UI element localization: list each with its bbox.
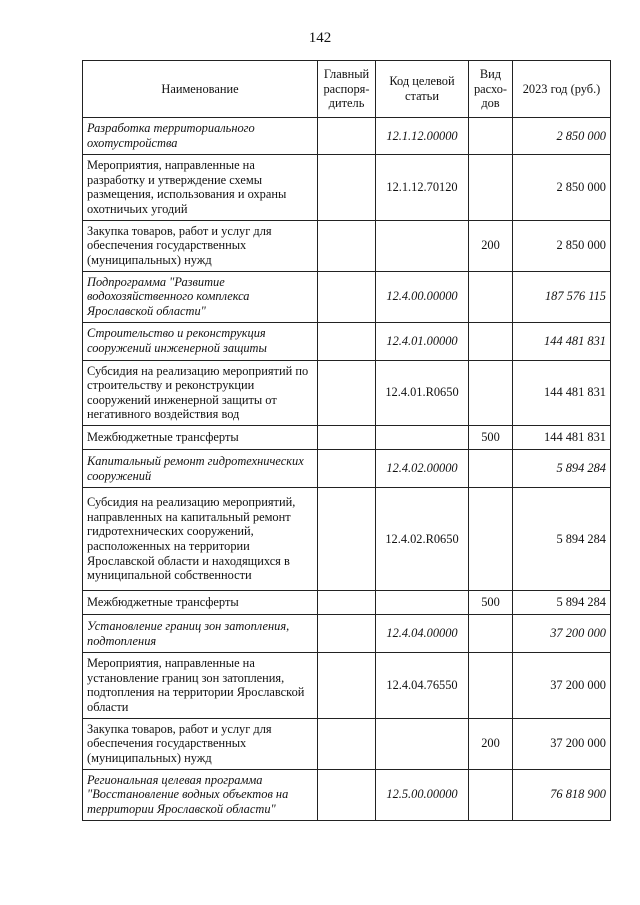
cell-name: Установление границ зон затопления, подтопления xyxy=(83,615,318,653)
cell-code: 12.4.02.R0650 xyxy=(376,488,469,591)
cell-amount: 5 894 284 xyxy=(513,591,611,615)
cell-type xyxy=(469,488,513,591)
cell-name: Мероприятия, направленные на разработку и утверждение схемы размещения, использования и охраны охотничьих угодий xyxy=(83,155,318,221)
table-row xyxy=(83,718,611,769)
cell-amount: 37 200 000 xyxy=(513,653,611,719)
table-row xyxy=(83,615,611,653)
cell-name: Подпрограмма "Развитие водохозяйственного комплекса Ярославской области" xyxy=(83,271,318,322)
table-row xyxy=(83,155,611,221)
header-type: Вид расхо-дов xyxy=(469,61,513,118)
cell-admin xyxy=(318,155,376,221)
cell-name: Закупка товаров, работ и услуг для обеспечения государственных (муниципальных) нужд xyxy=(83,220,318,271)
cell-name: Субсидия на реализацию мероприятий по строительству и реконструкции сооружений инженерной защиты от негативного воздействия вод xyxy=(83,360,318,426)
table-row xyxy=(83,322,611,360)
cell-code xyxy=(376,426,469,450)
cell-code xyxy=(376,220,469,271)
cell-name: Капитальный ремонт гидротехнических сооружений xyxy=(83,450,318,488)
cell-amount: 187 576 115 xyxy=(513,271,611,322)
cell-code: 12.4.01.00000 xyxy=(376,322,469,360)
cell-name: Субсидия на реализацию мероприятий, направленных на капитальный ремонт гидротехнических сооружений, расположенных на территории Ярославской области и находящихся в муниципальной собственности xyxy=(83,488,318,591)
cell-amount: 37 200 000 xyxy=(513,615,611,653)
cell-code: 12.4.00.00000 xyxy=(376,271,469,322)
cell-type xyxy=(469,360,513,426)
cell-code: 12.4.01.R0650 xyxy=(376,360,469,426)
cell-admin xyxy=(318,271,376,322)
table-row xyxy=(83,220,611,271)
cell-name: Межбюджетные трансферты xyxy=(83,426,318,450)
cell-admin xyxy=(318,488,376,591)
cell-code: 12.1.12.70120 xyxy=(376,155,469,221)
cell-type xyxy=(469,155,513,221)
cell-name: Межбюджетные трансферты xyxy=(83,591,318,615)
page-number: 142 xyxy=(308,30,332,46)
cell-name: Региональная целевая программа "Восстановление водных объектов на территории Ярославской области" xyxy=(83,769,318,820)
cell-code: 12.5.00.00000 xyxy=(376,769,469,820)
cell-admin xyxy=(318,718,376,769)
table-row xyxy=(83,118,611,155)
header-code: Код целевой статьи xyxy=(376,61,469,118)
cell-code: 12.4.04.00000 xyxy=(376,615,469,653)
cell-type xyxy=(469,653,513,719)
cell-admin xyxy=(318,360,376,426)
cell-type: 500 xyxy=(469,426,513,450)
cell-type xyxy=(469,450,513,488)
cell-name: Строительство и реконструкция сооружений инженерной защиты xyxy=(83,322,318,360)
cell-code xyxy=(376,591,469,615)
cell-code: 12.1.12.00000 xyxy=(376,118,469,155)
cell-type xyxy=(469,322,513,360)
table-row xyxy=(83,769,611,820)
table-row xyxy=(83,450,611,488)
cell-type: 200 xyxy=(469,718,513,769)
cell-amount: 144 481 831 xyxy=(513,322,611,360)
cell-amount: 5 894 284 xyxy=(513,450,611,488)
cell-admin xyxy=(318,769,376,820)
cell-type xyxy=(469,769,513,820)
cell-code: 12.4.04.76550 xyxy=(376,653,469,719)
cell-amount: 76 818 900 xyxy=(513,769,611,820)
cell-code: 12.4.02.00000 xyxy=(376,450,469,488)
cell-type: 200 xyxy=(469,220,513,271)
cell-admin xyxy=(318,118,376,155)
cell-amount: 37 200 000 xyxy=(513,718,611,769)
cell-admin xyxy=(318,591,376,615)
cell-amount: 2 850 000 xyxy=(513,118,611,155)
table-header-row xyxy=(83,61,611,118)
cell-admin xyxy=(318,615,376,653)
cell-type xyxy=(469,615,513,653)
cell-admin xyxy=(318,450,376,488)
table-row xyxy=(83,271,611,322)
cell-amount: 2 850 000 xyxy=(513,155,611,221)
cell-code xyxy=(376,718,469,769)
cell-name: Мероприятия, направленные на установление границ зон затопления, подтопления на территории Ярославской области xyxy=(83,653,318,719)
cell-type xyxy=(469,118,513,155)
header-admin: Главный распоря-дитель xyxy=(318,61,376,118)
cell-name: Закупка товаров, работ и услуг для обеспечения государственных (муниципальных) нужд xyxy=(83,718,318,769)
cell-amount: 5 894 284 xyxy=(513,488,611,591)
cell-name: Разработка территориального охотустройства xyxy=(83,118,318,155)
cell-type: 500 xyxy=(469,591,513,615)
table-row xyxy=(83,591,611,615)
cell-admin xyxy=(318,653,376,719)
table-row xyxy=(83,360,611,426)
cell-admin xyxy=(318,426,376,450)
cell-amount: 144 481 831 xyxy=(513,426,611,450)
cell-admin xyxy=(318,322,376,360)
budget-table xyxy=(82,60,611,821)
header-amount: 2023 год (руб.) xyxy=(513,61,611,118)
table-row xyxy=(83,426,611,450)
cell-type xyxy=(469,271,513,322)
cell-admin xyxy=(318,220,376,271)
table-row xyxy=(83,653,611,719)
table-row xyxy=(83,488,611,591)
header-name: Наименование xyxy=(83,61,318,118)
cell-amount: 2 850 000 xyxy=(513,220,611,271)
cell-amount: 144 481 831 xyxy=(513,360,611,426)
